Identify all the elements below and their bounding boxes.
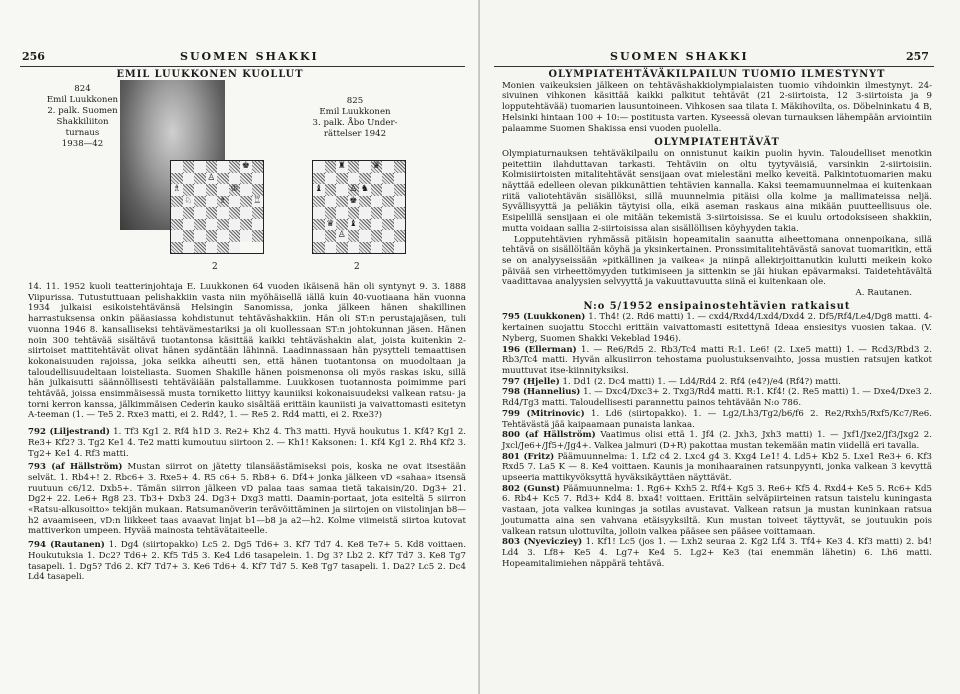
obituary-text: 14. 11. 1952 kuoli teatterinjohtaja E. Luukkonen 64 vuoden ikäisenä hän oli syntynyt 9. 3. 1888 Viipurissa. Tutustuttuaan pelishakkiin vasta niin myöhäisellä iällä kuin 40-vuotiaana hän vuonna 1934 julkaisi esikoistehtävänsä Helsingin Sanomissa, jonka jälkeen hänen shakillinen harrastuksensa onkin pääasiassa kohdistunut tehtäväshakkiin. Hän oli ST:n perustajajäsen, tuli vuonna 1946 8. kansalliseksi tehtävämestariksi ja oli kuollessaan ST:n johtokunnan jäsen. Hänen noin 300 tehtävää sisältävä tuotantonsa käsittää kaikki tehtäväshakin alat, joista kuitenkin 2-siirtoiset mattitehtävät olivat hänen sydäntään lähinnä. Laadinnassaan hän pysytteli temaattisen kokonaisuuden rajoissa, joka seikka aiheutti sen, että hänen tuotantonsa on muodoltaan ja taloudellisuudeltaan loisteliasta. Suomen Shakille hänen poismenonsa oli myös raskas isku, sillä hän julkaisutti säännöllisesti tehtäväiään palstallamme. Luukkosen tuotannosta poimimme pari tehtävää, joissa ensimmäisessä musta torniketto liittyy kauniiksi kokonaisuudeksi valkean ratsu- ja torni kerron kanssa, jälkimmäisen Cederin kauko sisältää erittäin kauniisti ja vaivattomasti esitetyn A-teeman (1. — Te5 2. Rxe3 matti, ei 2. Rd4?, 1. — Re5 2. Rd4 matti, ei 2. Rxe3?) <box>28 282 466 421</box>
solution-795-number: 795 (Luukkonen) <box>502 312 586 323</box>
board-square <box>171 242 183 254</box>
board-square <box>183 230 195 242</box>
board-square <box>217 207 229 219</box>
board-square: ♙ <box>337 230 346 240</box>
board-square <box>229 161 241 173</box>
board-square <box>382 184 394 196</box>
board-square: ♛ <box>372 161 381 171</box>
chess-diagram-824 <box>170 160 264 254</box>
board-square: ♖ <box>253 195 262 206</box>
board-square <box>229 242 241 254</box>
board-square <box>194 184 206 196</box>
solution-799-text: 1. Ld6 (siirtopakko). 1. — Lg2/Lh3/Tg2/b6/f6 2. Re2/Rxh5/Rxf5/Kc7/Re6. Tehtävästä jää kaipaamaan punaista lankaa. <box>502 408 933 430</box>
board-square <box>183 207 195 219</box>
board-square <box>348 242 360 254</box>
board-square <box>229 196 241 208</box>
board-square <box>217 219 229 231</box>
board-square <box>394 207 406 219</box>
right-article-body <box>502 70 932 569</box>
board-square <box>382 173 394 185</box>
solution-801-number: 801 (Fritz) <box>502 451 555 462</box>
board-square <box>336 196 348 208</box>
board-square <box>171 230 183 242</box>
board-square: ♜ <box>337 161 346 171</box>
board-square <box>183 184 195 196</box>
solution-802-number: 802 (Gunst) <box>502 483 560 494</box>
board-square <box>382 219 394 231</box>
diagram-824-number: 824 <box>74 84 91 94</box>
diagram-825-source: rättelser 1942 <box>323 129 387 139</box>
board-square <box>171 173 183 185</box>
board-square <box>359 161 371 173</box>
diagram-825-author: Emil Luukkonen <box>319 107 391 117</box>
solution-792-text: 1. Tf3 Kg1 2. Rf4 h1D 3. Re2+ Kh2 4. Th3 matti. Hyvä houkutus 1. Kf4? Kg1 2. Re3+ Kf2? 3. Tg2 Ke1 4. Te2 matti kumoutuu siirtoon 2. — Kh1! Kaksonen: 1. Kf4 Kg1 2. Rh4 Kf2 3. Tg2+ Ke1 4. Rf3 matti. <box>28 427 467 459</box>
solution-797-text: 1. Dd1 (2. Dc4 matti) 1. — Ld4/Rd4 2. Rf4 (e4?)/e4 (Rf4?) matti. <box>562 376 841 387</box>
board-square <box>371 230 383 242</box>
solution-795 <box>502 312 932 344</box>
board-square <box>229 173 241 185</box>
olympiad-problems-text-2: Lopputehtävien ryhmässä pitäisin hopeamitalin saanutta aiheettomana onnenpoikana, sillä tehtävä on sisällöltään köyhä ja yksinkertainen. Pronssimitalitehtävästä sanovat tuomaritkin, että se on analyyseissään »pitkällinen ja vaikea« ja niinpä allekirjoittanutkin kulutti meikein koko päivää sen virheettömyyden tutkimiseen ja sittenkin se jäi hiukan epävarmaksi. Taidetehtävältä vaadittavaa analyysien selvyyttä ja vakuuttavuutta siinä ei kuitenkaan ole. <box>502 234 932 288</box>
solution-800-number: 800 (af Hällström) <box>502 430 596 441</box>
olympiad-problems-text: Olympiaturnauksen tehtäväkilpailu on onnistunut kaikin puolin hyvin. Taloudelliset menotkin peitettiin ilahduttavan tarkasti. Tehtäviin on oltu tyytyväisiä, varsinkin 2-siirtoisiin. Kolmisiirtoisten mitalitehtävät sensijaan ovat mielestäni melko keveitä. Palkintotuomarien maku näyttää edelleen olevan pikkunättien tehtävien kannalla. Kaksi teemamuunnelmaa ei kuitenkaan riitä valiotehtävän sisällöksi, sillä muunnelmia pitäisi olla kolme ja mallimateissa neljä. Syvällisyyttä ja peliäkin täytyisi olla, eikä aseman raskaus aina mikään puutteellisuus ole. Esipelillä sensijaan ei ole mitään tekemistä 3-siirtoisissa. Se ei kuulu ortodoksiseen shakkiin, mutta voidaan sallia 2-siirtoisissa alan sisällöllisen köyhyyden takia. <box>502 148 932 234</box>
board-square <box>313 230 325 242</box>
board-square <box>394 242 406 254</box>
board-square <box>325 184 337 196</box>
board-square <box>348 161 360 173</box>
board-square <box>325 196 337 208</box>
solution-796-number: 196 (Ellerman) <box>502 344 577 355</box>
board-square <box>371 184 383 196</box>
article-title: EMIL LUUKKONEN KUOLLUT <box>116 69 304 80</box>
board-square <box>194 219 206 231</box>
board-square: ♙ <box>207 172 216 183</box>
board-square <box>313 219 325 231</box>
board-square <box>336 173 348 185</box>
board-square <box>348 173 360 185</box>
board-square <box>359 196 371 208</box>
board-square <box>313 161 325 173</box>
tournament-verdict-title: OLYMPIATEHTÄVÄKILPAILUN TUOMIO ILMESTYNYT <box>548 69 886 80</box>
board-square <box>382 207 394 219</box>
board-square <box>252 219 264 231</box>
diagram-825-number: 825 <box>346 96 364 106</box>
solutions-title: N:o 5/1952 ensipainostehtävien ratkaisut <box>583 300 851 312</box>
solution-794 <box>28 540 466 583</box>
board-square <box>171 219 183 231</box>
board-square <box>183 242 195 254</box>
board-square <box>240 196 252 208</box>
right-page-number: 257 <box>906 50 929 63</box>
diagram-824-years: 1938—42 <box>61 139 104 149</box>
olympiad-problems-title: OLYMPIATEHTÄVÄT <box>654 137 780 149</box>
board-square: ♘ <box>184 195 193 206</box>
board-square <box>371 207 383 219</box>
board-square <box>229 207 241 219</box>
board-square <box>206 219 218 231</box>
board-square <box>194 196 206 208</box>
board-square <box>325 161 337 173</box>
board-square <box>217 184 229 196</box>
board-square <box>394 196 406 208</box>
board-square <box>194 161 206 173</box>
solution-792 <box>28 427 466 459</box>
solution-793-text: Mustan siirrot on jätetty tilansäästämiseksi pois, koska ne ovat itsestään selvät. 1. Rb4+! 2. Rbc6+ 3. Rxe5+ 4. R5 c6+ 5. Rb8+ 6. Df4+ jonka jälkeen vD «sahaa» itsensä ruutuun c6/12. Dxb5+. Tämän siirron jälkeen vD palaa taas samaa tietä takaisin/20. Dg3+ 21. Dg2+ 22. Le6+ Rg8 23. Tb3+ Dxb3 24. Dg3+ Dxg3 matti. Daamin-portaat, jota esiteltä 5 siirron «Ratsu-alkusoitto» tekijän mukaan. Ratsumanöverin terävöittäminen ja siirtojen on viistolinjan b8—h2 avaamiseen, vD:n liikkeet taas avaavat linjat b1—b8 ja a2—h2. Kolme viimeistä siirtoa kutovat mattiverkon umpeen. Hyvää mainosta tehtävätaiteelle. <box>28 462 466 537</box>
board-square <box>313 207 325 219</box>
diagram-825-award: 3. palk. Åbo Under- <box>312 118 398 128</box>
board-square <box>371 242 383 254</box>
board-square <box>229 219 241 231</box>
board-square <box>194 207 206 219</box>
chess-diagram-825 <box>312 160 406 254</box>
board-square <box>394 173 406 185</box>
solution-803-text: 1. Kf1! Lc5 (jos 1. — Lxh2 seuraa 2. Kg2 Lf4 3. Tf4+ Ke3 4. Kf3 matti) 2. b4! Ld4 3. Lf8+ Ke5 4. Lg7+ Ke4 5. Lg2+ Ke3 (tai enemmän lähetin) 6. Lh6 matti. Hopeamitalimiehen näppärä tehtävä. <box>502 537 932 569</box>
board-square: ♝ <box>314 184 323 194</box>
board-square <box>313 196 325 208</box>
diagram-824-move-count: 2 <box>212 262 218 272</box>
board-square <box>382 196 394 208</box>
board-square <box>252 173 264 185</box>
board-square <box>206 184 218 196</box>
board-square <box>382 242 394 254</box>
solution-802 <box>502 484 932 538</box>
solution-796 <box>502 345 932 377</box>
solution-800 <box>502 430 932 451</box>
board-square <box>348 230 360 242</box>
board-square <box>206 207 218 219</box>
board-square <box>371 173 383 185</box>
board-square <box>171 161 183 173</box>
board-square <box>240 219 252 231</box>
board-square <box>394 184 406 196</box>
board-square <box>217 161 229 173</box>
solution-798-text: 1. — Dxc4/Dxc3+ 2. Txg3/Rd4 matti. R:1. Kf4! (2. Re5 matti) 1. — Dxe4/Dxe3 2. Rd4/Tg3 matti. Taloudellisesti parannettu painos tehtävään N:o 786. <box>502 387 932 409</box>
diagram-824-source: Shakkiliiton turnaus <box>56 117 109 138</box>
diagram-824-author: Emil Luukkonen <box>46 95 119 105</box>
board-square <box>206 161 218 173</box>
solution-798-number: 798 (Hannelius) <box>502 387 581 398</box>
board-square: ♙ <box>349 184 358 194</box>
diagram-825-move-count: 2 <box>354 262 360 272</box>
solution-802-text: Päämuunnelma: 1. Rg6+ Kxh5 2. Rf4+ Kg5 3. Re6+ Kf5 4. Rxd4+ Ke5 5. Rc6+ Kd5 6. Rb4+ Kc5 7. Rd3+ Kd4 8. bxa4! voittaen. Erittäin selväpiirteinen ratsun taistelu kuningasta vastaan, jota valkea kuningas ja sotilas avustavat. Valkean ratsun ja mustan kuninkaan ratsua joutumatta aina sen vahvana etäisyyksiltä. Kun mustan toiveet täyttyvät, se joutuukin pois valkean ratsun ulottuvilta, jolloin valkea pääsee sen pääsee voittamaan. <box>502 483 932 537</box>
board-square <box>183 161 195 173</box>
board-square <box>194 230 206 242</box>
board-square <box>325 173 337 185</box>
solution-799-number: 799 (Mitrinovic) <box>502 408 585 419</box>
board-square <box>194 242 206 254</box>
right-rule <box>494 66 934 67</box>
board-square <box>336 207 348 219</box>
board-square <box>359 173 371 185</box>
board-square: ♗ <box>218 195 227 206</box>
left-running-head: SUOMEN SHAKKI <box>180 50 319 63</box>
solution-796-text: 1. — Re6/Rd5 2. Rb3/Tc4 matti R:1. Le6! (2. Lxe5 matti) 1. — Rcd3/Rbd3 2. Rb3/Tc4 matti. Hyvän alkusiirron tehostama puolustuksenvaihto, jossa mustien ratsujen katkot muuttuvat itse-kiinnityksiksi. <box>502 344 932 376</box>
solution-799 <box>502 409 932 430</box>
board-square <box>336 219 348 231</box>
left-page-number: 256 <box>22 50 45 63</box>
board-square <box>252 230 264 242</box>
board-square <box>217 230 229 242</box>
board-square <box>313 173 325 185</box>
solution-797 <box>502 377 932 388</box>
solution-795-text: 1. Th4! (2. Rd6 matti) 1. — cxd4/Rxd4/Lxd4/Dxd4 2. Df5/Rf4/Le4/Dg8 matti. 4-kertainen suojattu Stocchi erittäin vaivattomasti esitettynä Ideaa ensiesitys vuosien takaa. (V. Nyberg, Suomen Shakki Vekeblad 1946). <box>502 312 932 344</box>
board-square <box>325 207 337 219</box>
board-square <box>206 196 218 208</box>
board-square <box>359 207 371 219</box>
diagram-825-caption <box>300 96 410 140</box>
solution-798 <box>502 387 932 408</box>
solution-794-number: 794 (Rautanen) <box>28 540 105 551</box>
diagram-824-award: 2. palk. Suomen <box>47 106 118 116</box>
right-running-head: SUOMEN SHAKKI <box>610 50 749 63</box>
board-square <box>359 230 371 242</box>
board-square <box>240 230 252 242</box>
left-rule <box>20 66 465 67</box>
tournament-verdict-text: Monien vaikeuksien jälkeen on tehtäväshakkiolympialaisten tuomio vihdoinkin ilmestynyt. 24-sivuinen vihkonen käsittää kaikki palkitut tehtävät (21 2-siirtoista, 12 3-siirtoista ja 9 lopputehtävää) tuomarien lausuntoineen. Vihkosen saa tilata I. Mäkihovilta, os. Döbelninkatu 4 B, Helsinki hintaan 100 + 10:— postitusta varten. Kyseessä olevan turnauksen lähempään arviointiin palaamme Suomen Shakissa ensi vuoden puolella. <box>502 80 932 134</box>
board-square <box>359 242 371 254</box>
board-square: ♝ <box>349 218 358 229</box>
board-square: ♞ <box>360 184 369 194</box>
solution-801 <box>502 452 932 484</box>
board-square: ♚ <box>349 195 358 206</box>
solution-801-text: Päämuunnelma: 1. Lf2 c4 2. Lxc4 g4 3. Kxg4 Le1! 4. Ld5+ Kb2 5. Lxe1 Re3+ 6. Kf3 Rxd5 7. La5 K — 8. Ke4 voittaen. Kaunis ja monihaarainen ratsunpyynti, jonka valkean 3 kevyttä upseeria mattikyvöksyttä hyväksikäyttäen näyttävät. <box>502 451 933 484</box>
board-square <box>206 230 218 242</box>
diagram-824-caption <box>40 84 125 150</box>
board-square <box>194 173 206 185</box>
board-square <box>217 242 229 254</box>
board-square <box>240 207 252 219</box>
board-square <box>217 173 229 185</box>
board-square: ♗ <box>172 184 181 194</box>
board-square <box>382 161 394 173</box>
solution-793-number: 793 (af Hällström) <box>28 462 123 473</box>
board-square <box>252 161 264 173</box>
board-square <box>183 173 195 185</box>
solution-800-text: Vaatimus olisi että 1. Jf4 (2. Jxh3, Jxh3 matti) 1. — Jxf1/Jxe2/Jf3/Jxg2 2. Jxcl/Je6+/Jf5+/Jg4+. Valkea jalmuri (D+R) pakottaa mustan tekemään matin viidellä eri tavalla. <box>502 430 933 451</box>
board-square <box>394 230 406 242</box>
board-square <box>229 230 241 242</box>
board-square <box>171 196 183 208</box>
board-square <box>183 219 195 231</box>
left-article-body <box>28 282 466 583</box>
right-page <box>480 0 960 694</box>
board-square <box>325 230 337 242</box>
board-square <box>240 184 252 196</box>
board-square <box>371 219 383 231</box>
board-square <box>252 207 264 219</box>
solution-793 <box>28 462 466 537</box>
board-square <box>336 184 348 196</box>
solution-803-number: 803 (Nyevicziey) <box>502 537 583 548</box>
solution-797-number: 797 (Hjelle) <box>502 376 560 387</box>
board-square: ♔ <box>230 184 239 194</box>
solution-794-text: 1. Dg4 (siirtopakko) Lc5 2. Dg5 Td6+ 3. Kf7 Td7 4. Ke8 Te7+ 5. Kd8 voittaen. Houkutuksia 1. Dc2? Td6+ 2. Kf5 Td5 3. Ke4 Ld6 tasapelein. 1. Dg 3? Lb2 2. Kf7 Td7 3. Ke8 Tg7 tasapeli. 1. Dg5? Td6 2. Kf7 Td7+ 3. Ke6 Td6+ 4. Kf7 Td7 5. Ke8 Tg7 tasapeli. 1. Da2? Lc5 2. Dc4 Ld4 tasapeli. <box>28 540 466 583</box>
board-square: ♚ <box>241 161 250 171</box>
board-square <box>171 207 183 219</box>
author-signature: A. Rautanen. <box>855 288 912 299</box>
board-square <box>382 230 394 242</box>
board-square <box>348 207 360 219</box>
board-square <box>371 196 383 208</box>
solution-792-number: 792 (Liljestrand) <box>28 427 110 438</box>
board-square <box>206 242 218 254</box>
board-square <box>325 242 337 254</box>
board-square <box>359 219 371 231</box>
board-square <box>336 242 348 254</box>
board-square <box>394 161 406 173</box>
board-square: ♛ <box>326 218 335 229</box>
board-square <box>240 173 252 185</box>
solution-803 <box>502 537 932 569</box>
board-square <box>394 219 406 231</box>
board-square <box>252 184 264 196</box>
board-square <box>313 242 325 254</box>
